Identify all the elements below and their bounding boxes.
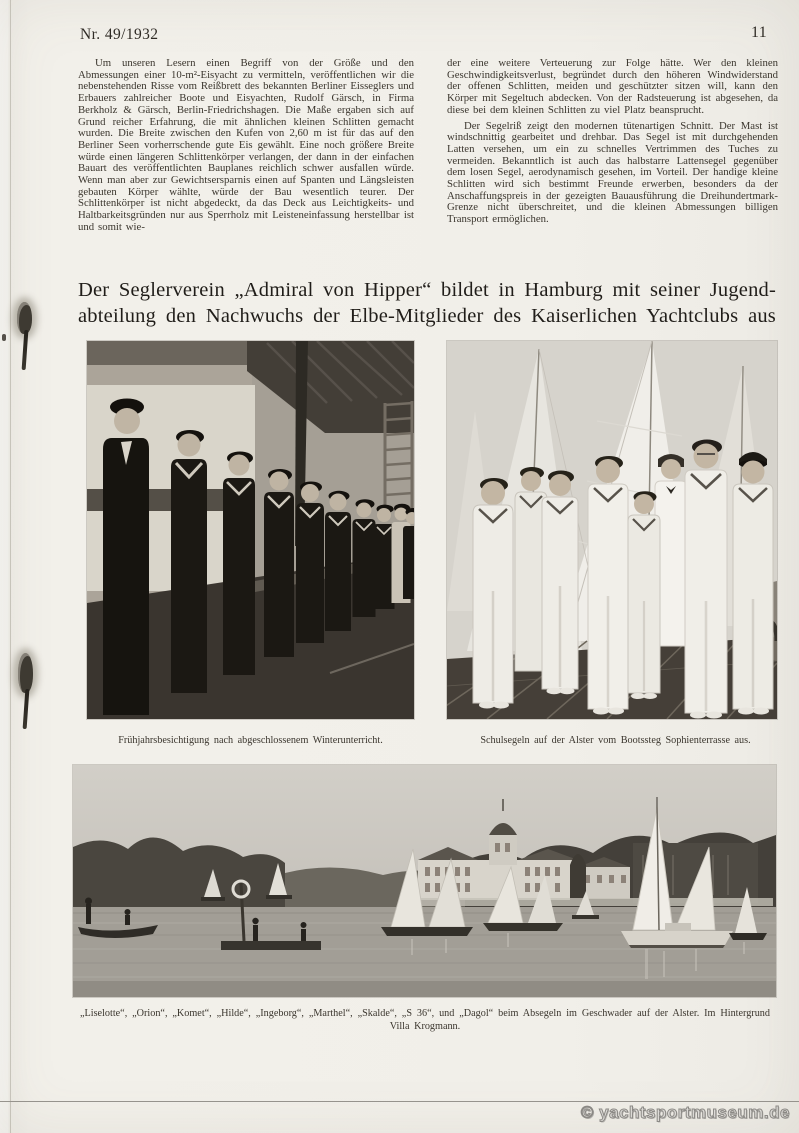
page-fold-line bbox=[10, 0, 11, 1133]
caption-photo-bottom: „Liselotte“, „Orion“, „Komet“, „Hilde“, „Ingeborg“, „Marthel“, „Skalde“, „S 36“, und „Dagol“ beim Absegeln im Geschwader auf der Alster. Im Hintergrund Villa Krogmann. bbox=[80, 1008, 770, 1032]
article-paragraph: Der Segelriß zeigt den modernen tütenartigen Schnitt. Der Mast ist windschnittig gearbeitet und drehbar. Das Segel ist mit durchgehenden Latten versehen, um ein zu schnelles Vertrimmen des Tuches zu vermeiden. Bekanntlich ist auch das halbstarre Lattensegel gegenüber dem losen Segel, aerodynamisch gesehen, im Vorteil. Der handige kleine Schlitten wird sich bestimmt Freunde erwerben, besonders da der Anschaffungspreis in der gezeigten Bauausführung die Dreihundertmark-Grenze nicht überschreitet, und die kleinen Abmessungen billigen Transport ermöglichen. bbox=[447, 119, 778, 226]
caption-photo-left: Frühjahrsbesichtigung nach abgeschlossenem Winterunterricht. bbox=[118, 735, 383, 746]
binding-staple-top bbox=[17, 302, 32, 370]
issue-number: Nr. 49/1932 bbox=[80, 26, 159, 43]
photo-alster-school-sailing bbox=[447, 341, 777, 719]
article-headline bbox=[78, 278, 776, 329]
staple-pin bbox=[23, 689, 30, 729]
ink-speck bbox=[2, 334, 6, 341]
binding-staple-bottom bbox=[18, 653, 33, 729]
headline-line-2: abteilung den Nachwuchs der Elbe-Mitglieder des Kaiserlichen Yachtclubs aus bbox=[78, 304, 776, 327]
photo-winter-inspection bbox=[87, 341, 414, 719]
archive-watermark: © yachtsportmuseum.de bbox=[580, 1103, 790, 1122]
photo-alster-school-sailing-art bbox=[447, 341, 777, 719]
article-paragraph: Um unseren Lesern einen Begriff von der Größe und den Abmessungen einer 10-m²-Eisyacht zu vermitteln, veröffentlichen wir die nebenstehenden Risse vom Reißbrett des bekannten Berliner Eisseglers und Erbauers zahlreicher Boote und Eisyachten, Rudolf Gärsch, in Firma Berkholz & Gärsch, Berlin-Friedrichshagen. Die Maße ergaben sich auf Grund reicher Erfahrung, die mit ähnlichen kleinen Schlitten gemacht wurden. Die Breite zwischen den Kufen von 2,60 m ist für das auf den Berliner Seen vorherrschende gute Eis gewählt. Eine noch größere Breite würde einen längeren Schlittenkörper verlangen, der dann in der einfachen Bauart des veröffentlichten Bauplanes reichlich schwer ausfallen würde. Wenn man aber zur Gewichtsersparnis einen auf Spanten und Längsleisten gebauten Körper wählte, würde der Bau wesentlich teurer. Der Schlittenkörper ist nicht abgedeckt, da das Deck aus Leichtigkeits- und Haltbarkeitsgründen nur aus Sperrholz mit Leisteneinfassung herstellbar ist und somit wie- bbox=[78, 57, 414, 233]
caption-photo-right: Schulsegeln auf der Alster vom Bootssteg Sophienterrasse aus. bbox=[480, 735, 751, 746]
article-column-right bbox=[447, 58, 778, 226]
page-number: 11 bbox=[751, 24, 768, 41]
photo-regatta-panorama bbox=[73, 765, 776, 997]
staple-head bbox=[18, 653, 33, 693]
article-column-left bbox=[78, 58, 414, 234]
photo-regatta-panorama-art bbox=[73, 765, 776, 997]
headline-line-1: Der Seglerverein „Admiral von Hipper“ bildet in Hamburg mit seiner Jugend- bbox=[78, 279, 776, 301]
article-paragraph: der eine weitere Verteuerung zur Folge hätte. Wer den kleinen Geschwindigkeitsverlust, begründet durch den höheren Windwiderstand der offenen Schlitten, meiden und geschützter sitzen will, kann den Körper mit Segeltuch abdecken. Von der Radsteuerung ist abgesehen, da diese bei dem kleinen Schlitten zu viel Platz beansprucht. bbox=[447, 57, 778, 116]
staple-pin bbox=[22, 330, 29, 370]
photo-winter-inspection-art bbox=[87, 341, 414, 719]
page-bottom-rule bbox=[0, 1101, 799, 1102]
